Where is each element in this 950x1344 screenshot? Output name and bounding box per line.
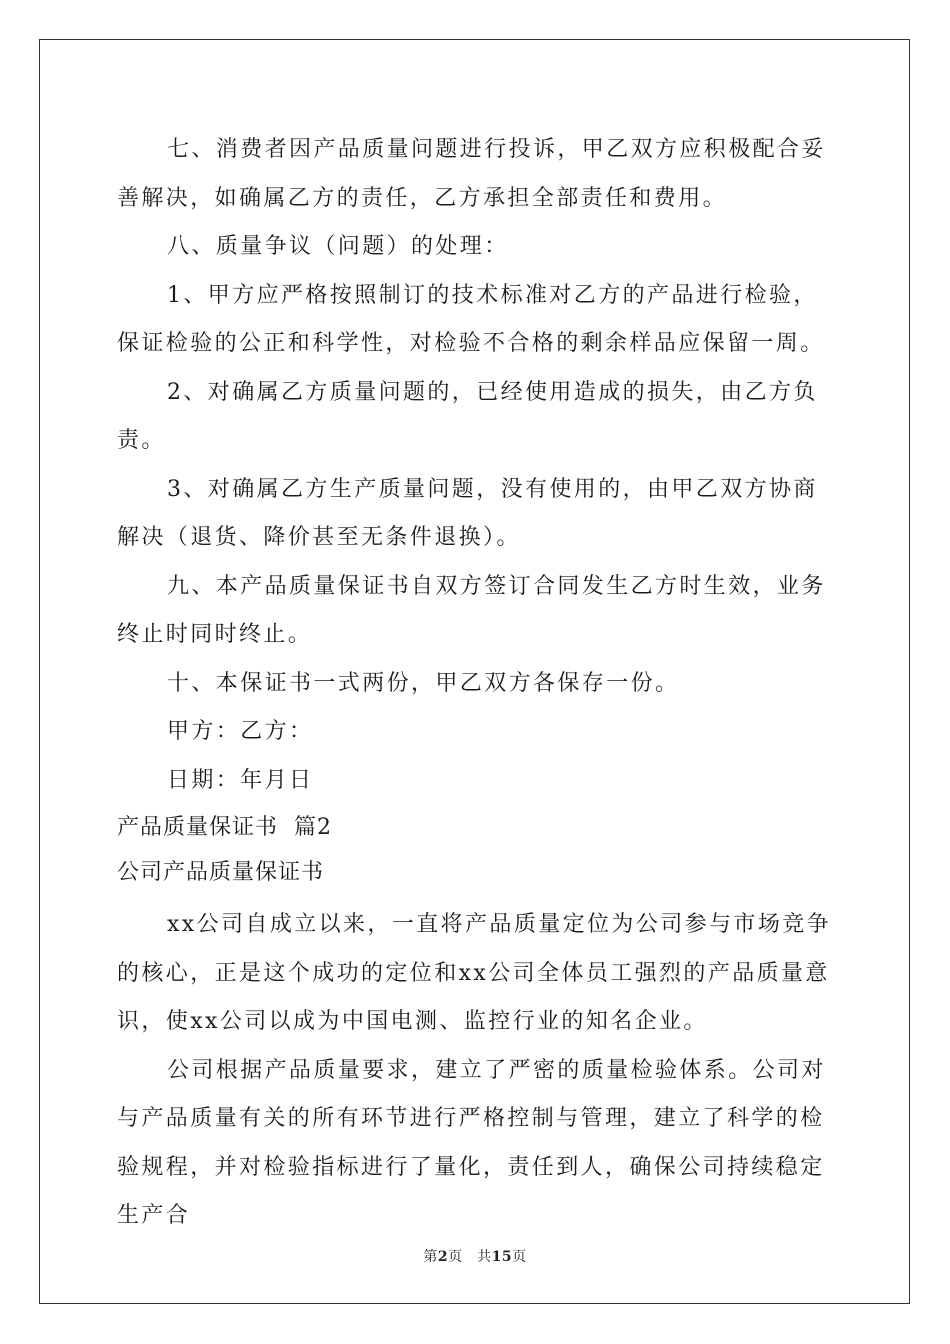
signature-date: 日期：年月日 [167, 767, 314, 793]
document-body [117, 126, 835, 1241]
paragraph-clause-7: 七、消费者因产品质量问题进行投诉，甲乙双方应积极配合妥善解决，如确属乙方的责任，乙方承担全部责任和费用。 [117, 137, 826, 211]
paragraph-clause-10: 十、本保证书一式两份，甲乙双方各保存一份。 [167, 670, 680, 696]
document-title: 公司产品质量保证书 [117, 860, 325, 885]
page-current: 2 [437, 1249, 449, 1265]
paragraph-intro: xx公司自成立以来，一直将产品质量定位为公司参与市场竞争的核心，正是这个成功的定位和xx公司全体员工强烈的产品质量意识，使xx公司以成为中国电测、监控行业的知名企业。 [117, 912, 832, 1034]
section-heading: 产品质量保证书 篇2 [117, 815, 332, 840]
page-suffix: 页 [512, 1249, 527, 1265]
paragraph-clause-9: 九、本产品质量保证书自双方签订合同发生乙方时生效，业务终止时同时终止。 [117, 573, 826, 647]
page-total: 15 [491, 1249, 513, 1265]
signature-parties: 甲方：乙方： [167, 719, 314, 744]
paragraph-inspection-system: 公司根据产品质量要求，建立了严密的质量检验体系。公司对与产品质量有关的所有环节进行严格控制与管理，建立了科学的检验规程，并对检验指标进行了量化，责任到人，确保公司持续稳定生产合 [117, 1057, 826, 1228]
page-mid: 页 共 [448, 1249, 492, 1265]
paragraph-clause-8-1: 1、甲方应严格按照制订的技术标准对乙方的产品进行检验，保证检验的公正和科学性，对检验不合格的剩余样品应保留一周。 [117, 282, 825, 356]
paragraph-clause-8-2: 2、对确属乙方质量问题的，已经使用造成的损失，由乙方负责。 [117, 379, 818, 453]
paragraph-clause-8: 八、质量争议（问题）的处理： [167, 234, 509, 259]
page-footer [0, 1246, 950, 1266]
paragraph-clause-8-3: 3、对确属乙方生产质量问题，没有使用的，由甲乙双方协商解决（退货、降价甚至无条件退换）。 [117, 476, 818, 550]
page-prefix: 第 [423, 1249, 438, 1265]
